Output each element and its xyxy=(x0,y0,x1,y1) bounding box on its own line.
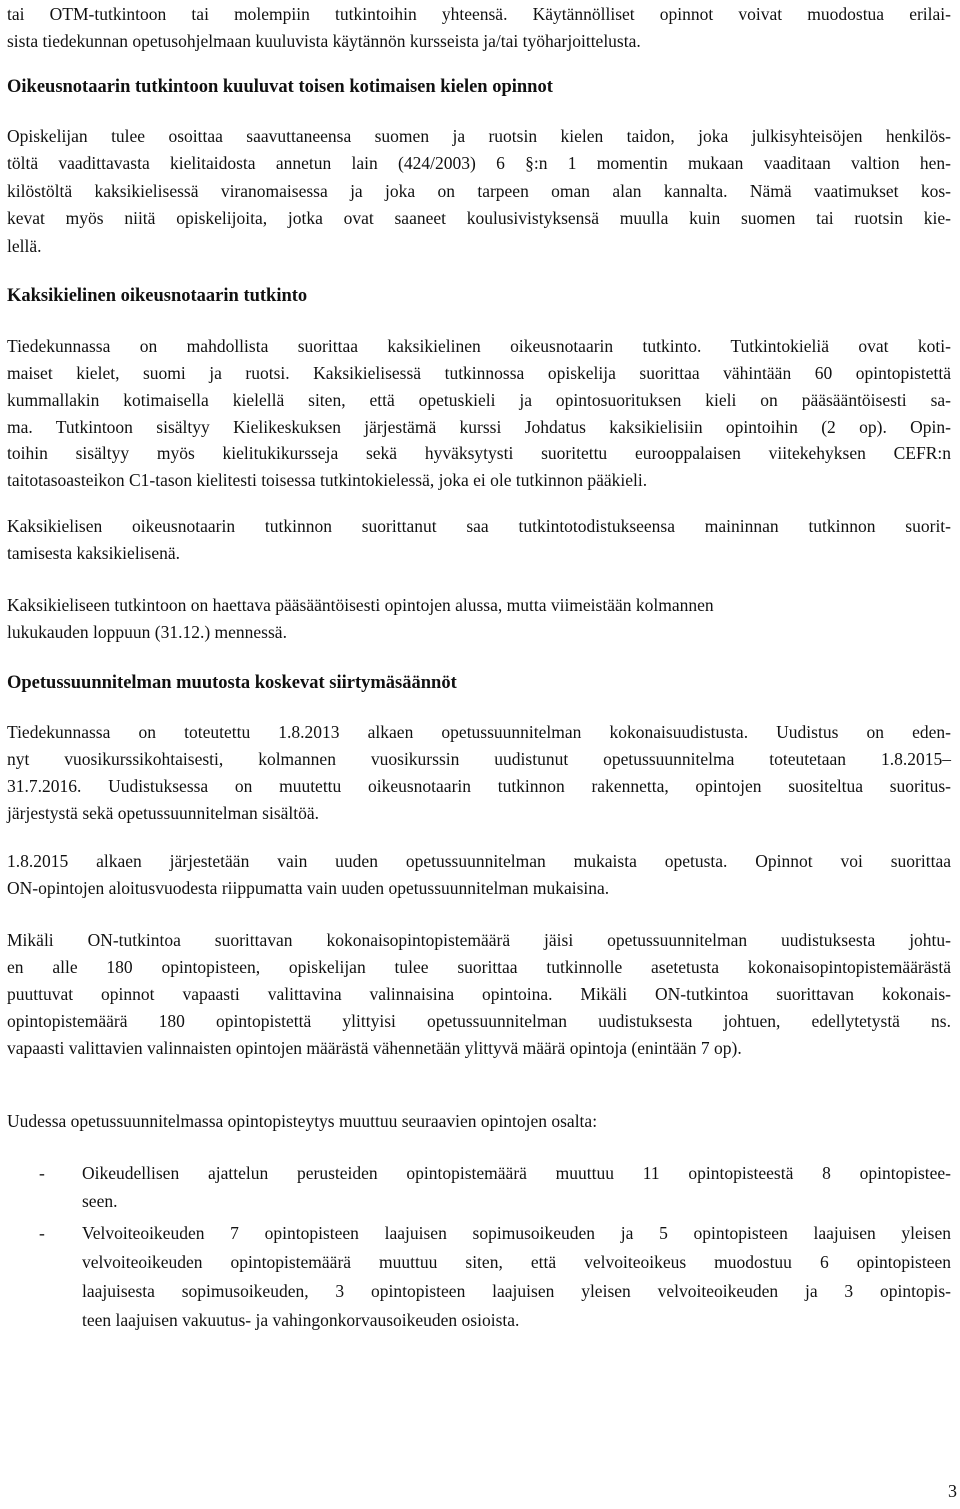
paragraph-line: Opiskelijan tulee osoittaa saavuttaneensa suomen ja ruotsin kielen taidon, joka julkisyhteisöjen henkilös- xyxy=(7,126,951,146)
paragraph-line: taitotasoasteikon C1-tason kielitesti toisessa tutkintokielessä, joka ei ole tutkinnon pääkieli. xyxy=(7,470,648,490)
paragraph-line: tai OTM-tutkintoon tai molempiin tutkintoihin yhteensä. Käytännölliset opinnot voivat muodostua erilai- xyxy=(7,4,951,24)
section-heading-transition: Opetussuunnitelman muutosta koskevat siirtymäsäännöt xyxy=(7,673,457,693)
list-item-line: velvoiteoikeuden opintopistemäärä muuttuu siten, että velvoiteoikeus muodostuu 6 opintopisteen xyxy=(82,1252,951,1272)
list-item-line: laajuisesta sopimusoikeuden, 3 opintopisteen laajuisen yleisen velvoiteoikeuden ja 3 opintopis- xyxy=(82,1281,951,1301)
list-item-line: seen. xyxy=(82,1191,118,1211)
paragraph-line: töltä vaadittavasta kielitaidosta annetun lain (424/2003) 6 §:n 1 momentin mukaan vaaditaan valtion hen- xyxy=(7,153,951,173)
paragraph-line: Tiedekunnassa on mahdollista suorittaa kaksikielinen oikeusnotaarin tutkinto. Tutkintokieliä ovat koti- xyxy=(7,336,951,356)
list-bullet: - xyxy=(39,1223,45,1243)
list-item-line: Velvoiteoikeuden 7 opintopisteen laajuisen sopimusoikeuden ja 5 opintopisteen laajuisen yleisen xyxy=(82,1223,951,1243)
list-intro: Uudessa opetussuunnitelmassa opintopisteytys muuttuu seuraavien opintojen osalta: xyxy=(7,1111,598,1131)
paragraph-line: Kaksikieliseen tutkintoon on haettava pääsääntöisesti opintojen alussa, mutta viimeistään kolmannen xyxy=(7,595,714,615)
paragraph-line: Kaksikielisen oikeusnotaarin tutkinnon suorittanut saa tutkintotodistukseensa maininnan tutkinnon suorit- xyxy=(7,516,951,536)
paragraph-line: 31.7.2016. Uudistuksessa on muutettu oikeusnotaarin tutkinnon rakennetta, opintojen suositeltua suoritus- xyxy=(7,776,951,796)
paragraph-line: lellä. xyxy=(7,236,42,256)
paragraph-line: nyt vuosikurssikohtaisesti, kolmannen vuosikurssin uudistunut opetussuunnitelma toteutetaan 1.8.2015– xyxy=(7,749,951,769)
list-item-line: teen laajuisen vakuutus- ja vahingonkorvausoikeuden osioista. xyxy=(82,1310,520,1330)
paragraph-line: maiset kielet, suomi ja ruotsi. Kaksikielisessä tutkinnossa opiskelija suorittaa vähintään 60 opintopistettä xyxy=(7,363,951,383)
paragraph-line: sista tiedekunnan opetusohjelmaan kuuluvista käytännön kursseista ja/tai työharjoittelusta. xyxy=(7,31,641,51)
paragraph-line: lukukauden loppuun (31.12.) mennessä. xyxy=(7,622,287,642)
paragraph-line: opintopistemäärä 180 opintopistettä ylittyisi opetussuunnitelman uudistuksesta johtuen, edellytetystä ns. xyxy=(7,1011,951,1031)
paragraph-line: kevat myös niitä opiskelijoita, jotka ovat saaneet koulusivistyksensä muulla kuin suomen tai ruotsin kie- xyxy=(7,208,951,228)
paragraph-line: tamisesta kaksikielisenä. xyxy=(7,543,181,563)
paragraph-line: järjestystä sekä opetussuunnitelman sisältöä. xyxy=(7,803,320,823)
paragraph-line: 1.8.2015 alkaen järjestetään vain uuden opetussuunnitelman mukaista opetusta. Opinnot voi suorittaa xyxy=(7,851,951,871)
list-bullet: - xyxy=(39,1163,45,1183)
list-item-line: Oikeudellisen ajattelun perusteiden opintopistemäärä muuttuu 11 opintopisteestä 8 opintopistee- xyxy=(82,1163,951,1183)
paragraph-line: vapaasti valittavien valinnaisten opintojen määrästä vähennetään ylittyvä määrä opintoja (enintään 7 op). xyxy=(7,1038,742,1058)
paragraph-line: kilöstöltä kaksikielisessä viranomaisessa ja joka on tarpeen oman alan kannalta. Nämä vaatimukset kos- xyxy=(7,181,951,201)
section-heading-bilingual: Kaksikielinen oikeusnotaarin tutkinto xyxy=(7,286,308,306)
paragraph-line: Tiedekunnassa on toteutettu 1.8.2013 alkaen opetussuunnitelman kokonaisuudistusta. Uudistus on eden- xyxy=(7,722,951,742)
paragraph-line: en alle 180 opintopisteen, opiskelijan tulee suorittaa tutkinnolle asetetusta kokonaisopintopistemäärästä xyxy=(7,957,951,977)
paragraph-line: kummallakin kotimaisella kielellä siten, että opetuskieli ja opintosuorituksen kieli on pääsääntöisesti sa- xyxy=(7,390,951,410)
page-number: 3 xyxy=(948,1481,957,1501)
paragraph-line: puuttuvat opinnot vapaasti valittavina valinnaisina opintoina. Mikäli ON-tutkintoa suorittavan kokonais- xyxy=(7,984,951,1004)
paragraph-line: Mikäli ON-tutkintoa suorittavan kokonaisopintopistemäärä jäisi opetussuunnitelman uudistuksesta johtu- xyxy=(7,930,951,950)
paragraph-line: ON-opintojen aloitusvuodesta riippumatta vain uuden opetussuunnitelman mukaisina. xyxy=(7,878,610,898)
paragraph-line: ma. Tutkintoon sisältyy Kielikeskuksen järjestämä kurssi Johdatus kaksikielisiin opintoihin (2 op). Opin- xyxy=(7,417,951,437)
section-heading-language: Oikeusnotaarin tutkintoon kuuluvat toisen kotimaisen kielen opinnot xyxy=(7,77,553,97)
paragraph-line: toihin sisältyy myös kielitukikursseja sekä hyväksytysti suoritettu eurooppalaisen viitekehyksen CEFR:n xyxy=(7,443,951,463)
